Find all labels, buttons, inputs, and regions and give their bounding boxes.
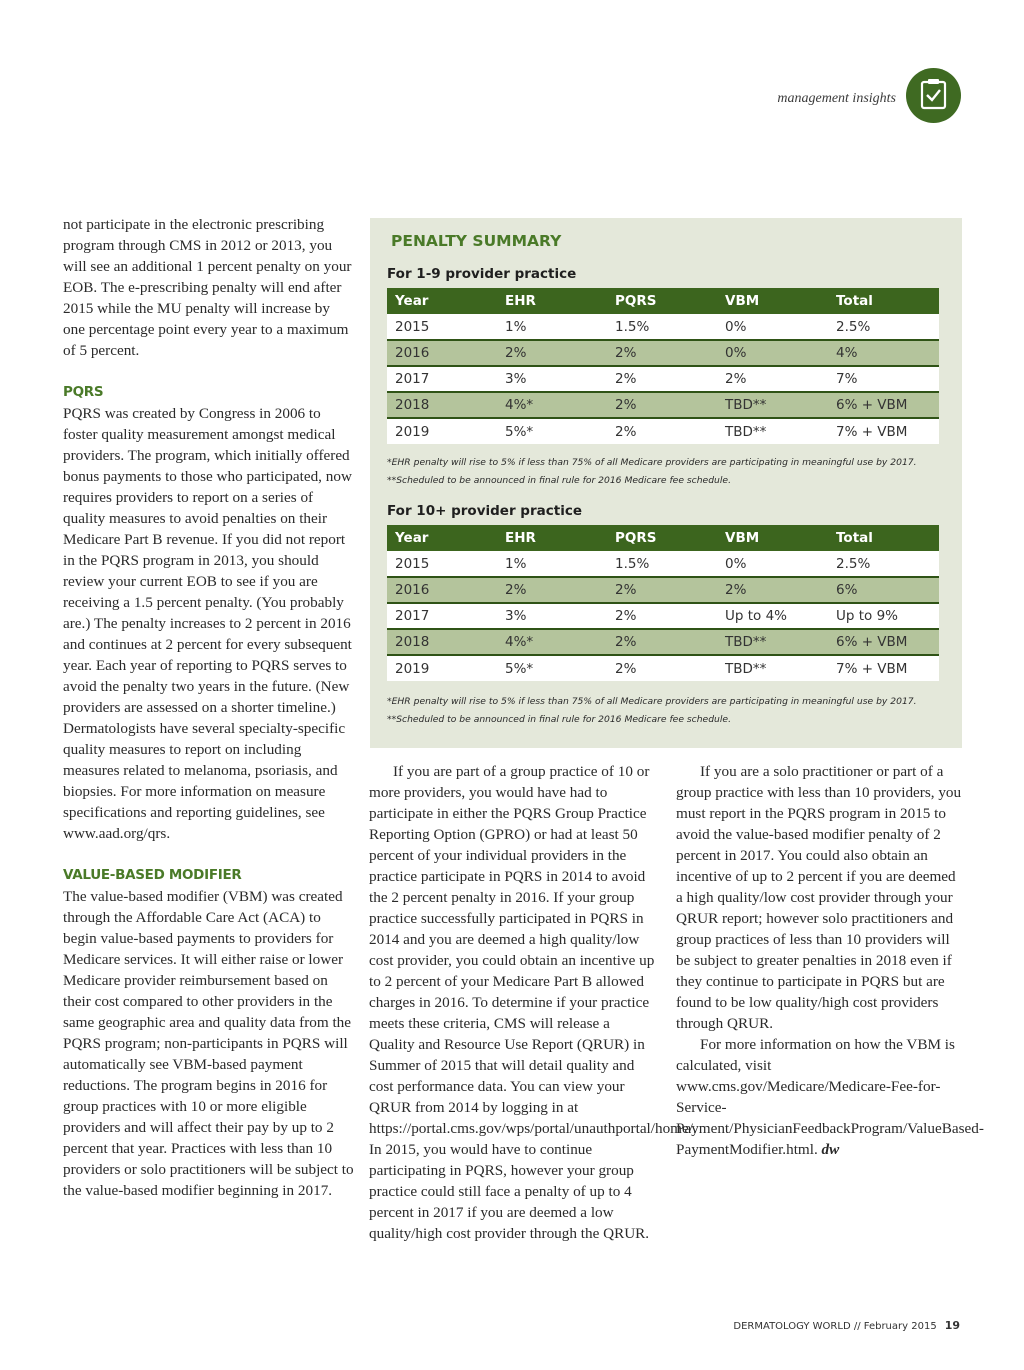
table-cell: 6% + VBM [828, 392, 939, 418]
table-row [387, 629, 939, 655]
vbm-heading: VALUE-BASED MODIFIER [63, 867, 242, 883]
column-header: VBM [717, 288, 828, 314]
table-cell: Up to 9% [828, 603, 939, 629]
table-cell: 2.5% [828, 551, 939, 577]
table-cell: 6% [828, 577, 939, 603]
table-cell: 2019 [387, 655, 497, 681]
table-cell: 2017 [387, 603, 497, 629]
table1-title: For 1-9 provider practice [387, 266, 577, 282]
table-cell: TBD** [717, 418, 828, 444]
table-cell: 1% [497, 551, 607, 577]
table-cell: 5%* [497, 655, 607, 681]
table-cell: 2% [717, 366, 828, 392]
table-row [387, 655, 939, 681]
left-column [63, 214, 355, 1201]
table-cell: 2% [607, 603, 717, 629]
table-row [387, 340, 939, 366]
table-cell: 2% [607, 655, 717, 681]
table-cell: 2015 [387, 551, 497, 577]
column-header: EHR [497, 288, 607, 314]
vbm-paragraph: The value-based modifier (VBM) was created through the Affordable Care Act (ACA) to begin value-based payments to providers for Medicare services. It will either raise or lower Medicare provider reimbursement based on their cost compared to other providers in the same geographic area and quality data from the PQRS program; non-participants in PQRS will automatically see VBM-based payment reductions. The program begins in 2016 for group practices with 10 or more eligible providers and will affect their pay by up to 2 percent that year. Practices with less than 10 providers or solo practitioners will be subject to the value-based modifier beginning in 2017. [63, 888, 354, 1199]
penalty-table-large-practice [387, 525, 939, 681]
table-cell: 2017 [387, 366, 497, 392]
penalty-summary-box [370, 218, 962, 748]
table-cell: 5%* [497, 418, 607, 444]
table-row [387, 366, 939, 392]
column-header: Year [387, 288, 497, 314]
column-header: Year [387, 525, 497, 551]
column-header: EHR [497, 525, 607, 551]
table-cell: TBD** [717, 655, 828, 681]
column-header: PQRS [607, 525, 717, 551]
table-cell: 2% [497, 340, 607, 366]
clipboard-check-icon [906, 68, 961, 123]
footnote-ehr: *EHR penalty will rise to 5% if less than 75% of all Medicare providers are participating in meaningful use by 2017. [387, 457, 917, 468]
table-cell: 2015 [387, 314, 497, 340]
penalty-summary-title: PENALTY SUMMARY [391, 232, 562, 250]
table-cell: 6% + VBM [828, 629, 939, 655]
column-header: PQRS [607, 288, 717, 314]
signoff: dw [821, 1141, 840, 1158]
table-cell: 3% [497, 603, 607, 629]
footnote-ehr: *EHR penalty will rise to 5% if less than 75% of all Medicare providers are participating in meaningful use by 2017. [387, 696, 917, 707]
table-cell: 1% [497, 314, 607, 340]
table-row [387, 551, 939, 577]
table-cell: 2.5% [828, 314, 939, 340]
table-row [387, 603, 939, 629]
middle-column [369, 761, 697, 1244]
table-row [387, 314, 939, 340]
footnote-vbm: **Scheduled to be announced in final rule for 2016 Medicare fee schedule. [387, 475, 731, 486]
table-cell: 2% [607, 340, 717, 366]
right-column [676, 761, 984, 1160]
table-cell: TBD** [717, 392, 828, 418]
table-cell: 4%* [497, 629, 607, 655]
table-cell: 2019 [387, 418, 497, 444]
section-label: management insights [777, 91, 896, 106]
table-cell: 2% [717, 577, 828, 603]
table-cell: TBD** [717, 629, 828, 655]
pqrs-heading: PQRS [63, 384, 104, 400]
table-cell: 2% [497, 577, 607, 603]
table2-title: For 10+ provider practice [387, 503, 582, 519]
penalty-table-small-practice [387, 288, 939, 444]
table-cell: 0% [717, 551, 828, 577]
page-footer [733, 1319, 960, 1332]
column-header: VBM [717, 525, 828, 551]
table-row [387, 392, 939, 418]
table-cell: 4%* [497, 392, 607, 418]
vbm-info-text: For more information on how the VBM is calculated, visit www.cms.gov/Medicare/Medicare-Fee-for-Service-Payment/PhysicianFeedbackProgram/ValueBased-PaymentModifier.html. [676, 1036, 984, 1158]
table-cell: 2% [607, 418, 717, 444]
table-cell: Up to 4% [717, 603, 828, 629]
table-cell: 2016 [387, 340, 497, 366]
publication-name: DERMATOLOGY WORLD // February 2015 [733, 1321, 937, 1332]
pqrs-paragraph: PQRS was created by Congress in 2006 to foster quality measurement amongst medical providers. The program, which initially offered bonus payments to those who participated, now requires providers to report on a series of quality measures to avoid penalties on their Medicare Part B revenue. If you did not report in the PQRS program in 2013, you should review your current EOB to see if you are receiving a 1.5 percent penalty. (You probably are.) The penalty increases to 2 percent in 2016 and continues at 2 percent for every subsequent year. Each year of reporting to PQRS serves to avoid the penalty two years in the future. (New providers are assessed on a shorter timeline.) Dermatologists have several specialty-specific quality measures to report on including measures related to melanoma, psoriasis, and biopsies. For more information on measure specifications and reporting guidelines, see www.aad.org/qrs. [63, 405, 352, 842]
table-cell: 7% + VBM [828, 418, 939, 444]
footnote-vbm: **Scheduled to be announced in final rule for 2016 Medicare fee schedule. [387, 714, 731, 725]
column-header: Total [828, 288, 939, 314]
table-cell: 2% [607, 629, 717, 655]
column-header: Total [828, 525, 939, 551]
table-cell: 0% [717, 314, 828, 340]
body-paragraph: If you are part of a group practice of 10 or more providers, you would have had to participate in either the PQRS Group Practice Reporting Option (GPRO) or had at least 50 percent of your individual providers in the practice participate in PQRS in 2014 to avoid the 2 percent penalty in 2016. If your group practice successfully participated in PQRS in 2014 and you are deemed a high quality/low cost provider, you could obtain an incentive up to 2 percent of your Medicare Part B allowed charges in 2016. To determine if your practice meets these criteria, CMS will release a Quality and Resource Use Report (QRUR) in Summer of 2015 that will detail quality and cost performance data. You can view your QRUR from 2014 by logging in at https://portal.cms.gov/wps/portal/unauthportal/home/. In 2015, you would have to continue participating in PQRS, however your group practice could still face a penalty of up to 4 percent in 2017 if you are deemed a low quality/high cost provider through the QRUR. [369, 763, 697, 1242]
table-cell: 4% [828, 340, 939, 366]
table-cell: 2018 [387, 392, 497, 418]
table-cell: 1.5% [607, 314, 717, 340]
table-cell: 3% [497, 366, 607, 392]
table-row [387, 418, 939, 444]
table-cell: 2016 [387, 577, 497, 603]
body-paragraph [676, 1034, 984, 1160]
table-cell: 1.5% [607, 551, 717, 577]
page-number: 19 [944, 1319, 960, 1332]
table-row [387, 577, 939, 603]
table-cell: 7% + VBM [828, 655, 939, 681]
table-cell: 2% [607, 392, 717, 418]
table-cell: 2% [607, 366, 717, 392]
body-paragraph: not participate in the electronic prescribing program through CMS in 2012 or 2013, you will see an additional 1 percent penalty on your EOB. The e-prescribing penalty will end after 2015 while the MU penalty will increase by one percentage point every year to a maximum of 5 percent. [63, 216, 352, 359]
body-paragraph: If you are a solo practitioner or part of a group practice with less than 10 providers, you must report in the PQRS program in 2015 to avoid the value-based modifier penalty of 2 percent in 2017. You could also obtain an incentive of up to 2 percent if you are deemed a high quality/low cost provider through your QRUR report; however solo practitioners and group practices of less than 10 providers will be subject to greater penalties in 2018 even if they continue to participate in PQRS but are found to be low quality/high cost providers through QRUR. [676, 763, 962, 1032]
table-cell: 0% [717, 340, 828, 366]
table-cell: 2018 [387, 629, 497, 655]
table-cell: 2% [607, 577, 717, 603]
table-cell: 7% [828, 366, 939, 392]
